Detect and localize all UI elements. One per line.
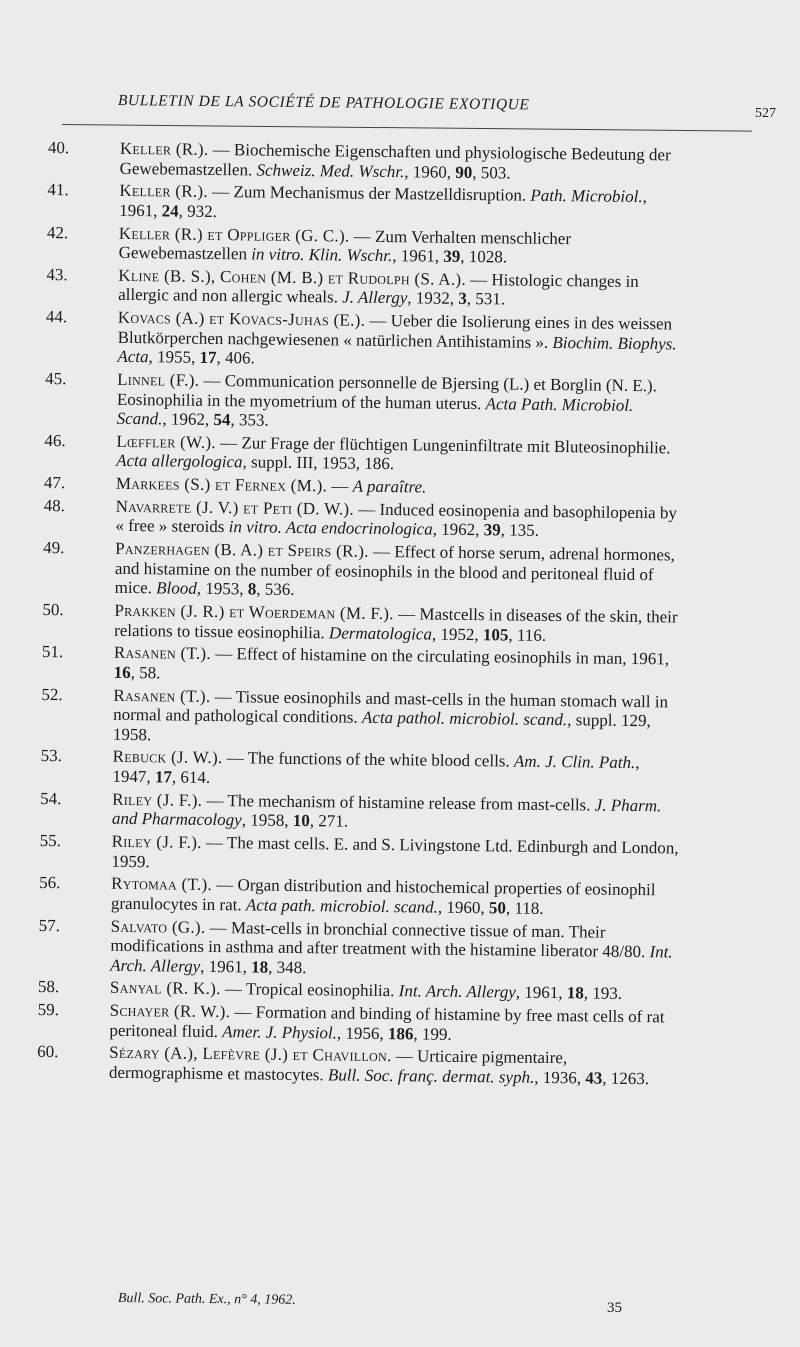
reference-number: 47. (43, 473, 66, 493)
reference-item (38, 916, 679, 982)
reference-body (114, 643, 682, 689)
reference-body (117, 370, 686, 436)
reference-number: 51. (41, 642, 64, 662)
reference-text: — Ueber die Isolierung eines in des weissen Blutkörperchen nachgewiesenen « natürlichen Antihistamins ». (117, 310, 673, 352)
reference-number: 42. (46, 222, 69, 242)
reference-author: Rytomaa (T.). (111, 874, 213, 895)
reference-pages: , 271. (309, 811, 349, 831)
reference-body (117, 308, 686, 374)
reference-body (120, 139, 688, 185)
reference-item (37, 1000, 677, 1047)
reference-pages: , 116. (508, 625, 547, 645)
reference-text: — Effect of horse serum, adrenal hormones, and histamine on the number of eosinophils in the blood and peritoneal fluid of mice. (114, 541, 675, 598)
reference-author: Lœffler (W.). (116, 431, 217, 452)
reference-author: Riley (J. F.). (111, 831, 202, 852)
reference-number: 57. (38, 915, 61, 935)
reference-pages: , 614. (171, 767, 211, 788)
reference-number: 45. (45, 368, 67, 389)
reference-text: — The functions of the white blood cells. (222, 748, 515, 772)
reference-author: Rasanen (T.). (113, 643, 212, 664)
reference-pages: , 503. (472, 162, 511, 183)
reference-body (110, 978, 678, 1004)
reference-number: 52. (41, 684, 63, 704)
reference-body (109, 1001, 677, 1047)
reference-body (112, 790, 680, 836)
reference-item (46, 265, 686, 312)
reference-item (40, 789, 680, 836)
reference-journal: Int. Arch. Allergy (398, 981, 516, 1003)
reference-pages: , 932. (178, 201, 218, 221)
reference-journal: Bull. Soc. franç. dermat. syph. (327, 1065, 535, 1087)
reference-year: , 1962, (432, 520, 484, 540)
reference-item (47, 223, 687, 270)
reference-year: , 1961, (119, 187, 648, 221)
reference-text: — The mechanism of histamine release from mast-cells. (202, 790, 595, 815)
reference-author: Keller (R.). (119, 181, 209, 202)
reference-author: Schayer (R. W.). (109, 1000, 231, 1022)
reference-body (109, 1043, 677, 1089)
reference-text: — Induced eosinopenia and basophilopenia by « free » steroids (115, 499, 678, 537)
reference-journal: Am. J. Clin. Path. (513, 752, 636, 773)
reference-journal: in vitro. Acta endocrinologica (228, 517, 433, 540)
reference-volume: 186 (387, 1023, 414, 1044)
reference-item (42, 600, 682, 647)
reference-volume: 16 (113, 662, 131, 682)
reference-text: — The mast cells. E. and S. Livingstone Ltd. Edinburgh and London, 1959. (111, 832, 679, 871)
reference-journal: Acta allergologica (116, 451, 243, 472)
reference-journal: Int. Arch. Allergy (110, 942, 673, 976)
reference-journal: J. Pharm. and Pharmacology (111, 795, 662, 830)
reference-volume: 17 (154, 767, 173, 787)
reference-body (116, 474, 684, 500)
reference-author: Markees (S.) et Fernex (M.). (115, 473, 328, 496)
reference-year: , 1962, (162, 409, 214, 430)
footer-citation: Bull. Soc. Path. Ex., n° 4, 1962. (117, 1291, 296, 1308)
reference-author: Sanyal (R. K.). (109, 978, 221, 999)
reference-text: — Mastcells in diseases of the skin, their relations to tissue eosinophilia. (114, 604, 678, 642)
reference-body (114, 601, 682, 647)
reference-list (37, 138, 688, 1092)
reference-body (110, 916, 679, 982)
reference-pages: , 406. (216, 348, 255, 368)
reference-volume: 43 (585, 1068, 603, 1088)
reference-item (45, 369, 686, 435)
reference-pages: , 536. (256, 579, 295, 600)
reference-journal: Amer. J. Physiol. (222, 1021, 338, 1043)
reference-text: — Urticaire pigmentaire, dermographisme et mastocytes. (108, 1046, 568, 1085)
reference-author: Kline (B. S.), Cohen (M. B.) et Rudolph (S. A.). (118, 265, 467, 289)
reference-item (40, 746, 680, 793)
reference-pages: , 348. (268, 957, 307, 977)
reference-item (44, 431, 684, 478)
reference-text: — Histologic changes in allergic and non allergic wheals. (118, 269, 639, 307)
reference-text: — Effect of histamine on the circulating eosinophils in man, 1961, (210, 644, 670, 669)
reference-journal: Acta path. microbiol. scand. (245, 895, 439, 917)
reference-item (39, 873, 679, 920)
reference-number: 46. (44, 430, 66, 451)
header-rule (62, 124, 752, 132)
reference-number: 54. (40, 788, 62, 808)
reference-text: — Tissue eosinophils and mast-cells in the human stomach wall in normal and pathological conditions. (113, 686, 669, 727)
reference-year: , 1960, (437, 897, 490, 918)
reference-pages: , 531. (466, 289, 506, 309)
reference-volume: 39 (483, 520, 501, 540)
reference-text: — Biochemische Eigenschaften und physiologische Bedeutung der Gewebemastzellen. (119, 139, 671, 180)
running-title: BULLETIN DE LA SOCIÉTÉ DE PATHOLOGIE EXOTIQUE (117, 92, 530, 114)
reference-body (119, 223, 687, 269)
reference-pages: , 353. (230, 410, 269, 430)
reference-pages: , 1028. (460, 247, 508, 267)
reference-number: 56. (39, 873, 61, 893)
reference-volume: 105 (482, 624, 509, 645)
reference-volume: 90 (455, 162, 473, 182)
reference-number: 48. (43, 495, 66, 516)
reference-year: , 1961, (200, 956, 252, 977)
reference-item (42, 642, 682, 689)
reference-item (47, 180, 687, 227)
reference-volume: 18 (566, 983, 584, 1003)
reference-year: , 1961, (392, 246, 444, 266)
reference-body (116, 432, 684, 478)
reference-year: , suppl. 129, 1958. (112, 710, 651, 745)
reference-year: , 1958, (241, 810, 293, 831)
reference-author: Linnel (F.). (117, 369, 200, 390)
reference-text: — Zum Verhalten menschlicher Gewebemastzellen (118, 226, 572, 264)
reference-body (118, 266, 686, 312)
reference-author: Riley (J. F.). (112, 789, 203, 810)
page-number: 527 (755, 106, 776, 121)
reference-pages: , 199. (413, 1024, 452, 1044)
reference-volume: 50 (488, 898, 507, 918)
reference-text: — Communication personnelle de Bjersing (L.) et Borglin (N. E.). Eosinophilia in the myometrium of the human uterus. (116, 370, 658, 413)
reference-body (112, 747, 680, 793)
reference-author: Keller (R.). (119, 138, 209, 159)
reference-year: , 1961, (515, 983, 567, 1003)
reference-body (115, 497, 683, 543)
reference-year: , suppl. III, 1953, 186. (242, 452, 395, 474)
reference-volume: 17 (199, 348, 217, 368)
reference-journal: A paraître. (352, 476, 427, 497)
reference-author: Rasanen (T.). (113, 685, 211, 706)
reference-text: — (327, 476, 353, 496)
reference-journal: Blood (156, 578, 197, 599)
reference-author: Panzerhagen (B. A.) et Speirs (R.). (115, 538, 369, 561)
reference-pages: , 118. (505, 898, 544, 918)
reference-journal: J. Allergy (342, 287, 408, 308)
reference-body (115, 539, 684, 605)
reference-number: 43. (46, 264, 68, 285)
reference-volume: 10 (292, 811, 310, 831)
reference-number: 53. (40, 746, 63, 766)
reference-journal: Schweiz. Med. Wschr. (256, 160, 405, 181)
reference-number: 55. (39, 830, 62, 851)
reference-volume: 54 (213, 410, 231, 430)
reference-journal: Path. Microbiol. (530, 186, 643, 207)
reference-number: 40. (47, 138, 70, 158)
reference-year: , 1947, (112, 753, 640, 787)
reference-number: 44. (45, 307, 68, 327)
reference-author: Navarrete (J. V.) et Peti (D. W.). (115, 496, 355, 519)
reference-number: 59. (37, 1000, 60, 1020)
reference-number: 60. (37, 1042, 59, 1062)
reference-volume: 18 (251, 957, 269, 977)
reference-author: Salvato (G.). (110, 916, 206, 937)
reference-item (43, 496, 683, 543)
reference-year: , 1932, (407, 288, 459, 309)
reference-volume: 24 (161, 201, 179, 221)
reference-pages: , 193. (583, 983, 623, 1004)
reference-journal: Acta Path. Microbiol. Scand. (116, 393, 634, 429)
reference-year: , 1960, (404, 161, 456, 182)
reference-text: — Zur Frage der flüchtigen Lungeninfiltrate mit Bluteosinophilie. (215, 432, 671, 458)
reference-pages: , 58. (130, 662, 161, 683)
reference-body (119, 181, 687, 227)
reference-author: Keller (R.) et Oppliger (G. C.). (118, 223, 350, 246)
reference-item (37, 1042, 677, 1089)
folio-number: 35 (607, 1300, 622, 1316)
reference-item (39, 831, 679, 878)
reference-body (113, 685, 682, 751)
reference-text: — Tropical eosinophilia. (220, 979, 399, 1001)
reference-item (41, 685, 682, 751)
reference-body (111, 832, 679, 878)
reference-year: , 1952, (431, 624, 484, 644)
reference-journal: Dermatologica (328, 622, 433, 644)
reference-text: — Mast-cells in bronchial connective tissue of man. Their modifications in asthma and after treatment with the histamine liberator 48/80. (110, 917, 650, 962)
reference-item (43, 538, 684, 604)
reference-item (45, 307, 686, 373)
reference-pages: , 1263. (602, 1068, 650, 1089)
reference-volume: 3 (458, 289, 467, 309)
reference-author: Prakken (J. R.) et Woerdeman (M. F.). (114, 600, 395, 624)
reference-number: 41. (47, 180, 69, 200)
reference-text: — Formation and binding of histamine by free mast cells of rat peritoneal fluid. (109, 1002, 665, 1041)
reference-year: , 1936, (534, 1067, 586, 1088)
reference-year: , 1955, (148, 347, 200, 368)
reference-author: Sézary (A.), Lefèvre (J.) et Chavillon. (109, 1043, 392, 1066)
reference-author: Kovacs (A.) et Kovacs-Juhas (E.). (117, 307, 366, 330)
reference-year: , 1956, (336, 1023, 389, 1043)
reference-number: 49. (43, 538, 65, 558)
reference-journal: Acta pathol. microbiol. scand. (361, 707, 568, 730)
reference-volume: 8 (247, 579, 257, 599)
reference-body (111, 874, 679, 920)
reference-number: 58. (37, 977, 60, 997)
reference-journal: in vitro. Klin. Wschr. (251, 244, 393, 266)
reference-text: — Organ distribution and histochemical properties of eosinophil granulocytes in rat. (110, 875, 656, 915)
reference-journal: Biochim. Biophys. Acta (117, 332, 677, 367)
reference-item (48, 138, 688, 185)
reference-text: — Zum Mechanismus der Mastzelldisruption. (207, 182, 531, 206)
reference-volume: 39 (443, 246, 461, 267)
reference-pages: , 135. (500, 520, 540, 541)
reference-year: , 1953, (196, 579, 248, 599)
reference-author: Rebuck (J. W.). (112, 747, 223, 768)
reference-number: 50. (42, 599, 64, 620)
